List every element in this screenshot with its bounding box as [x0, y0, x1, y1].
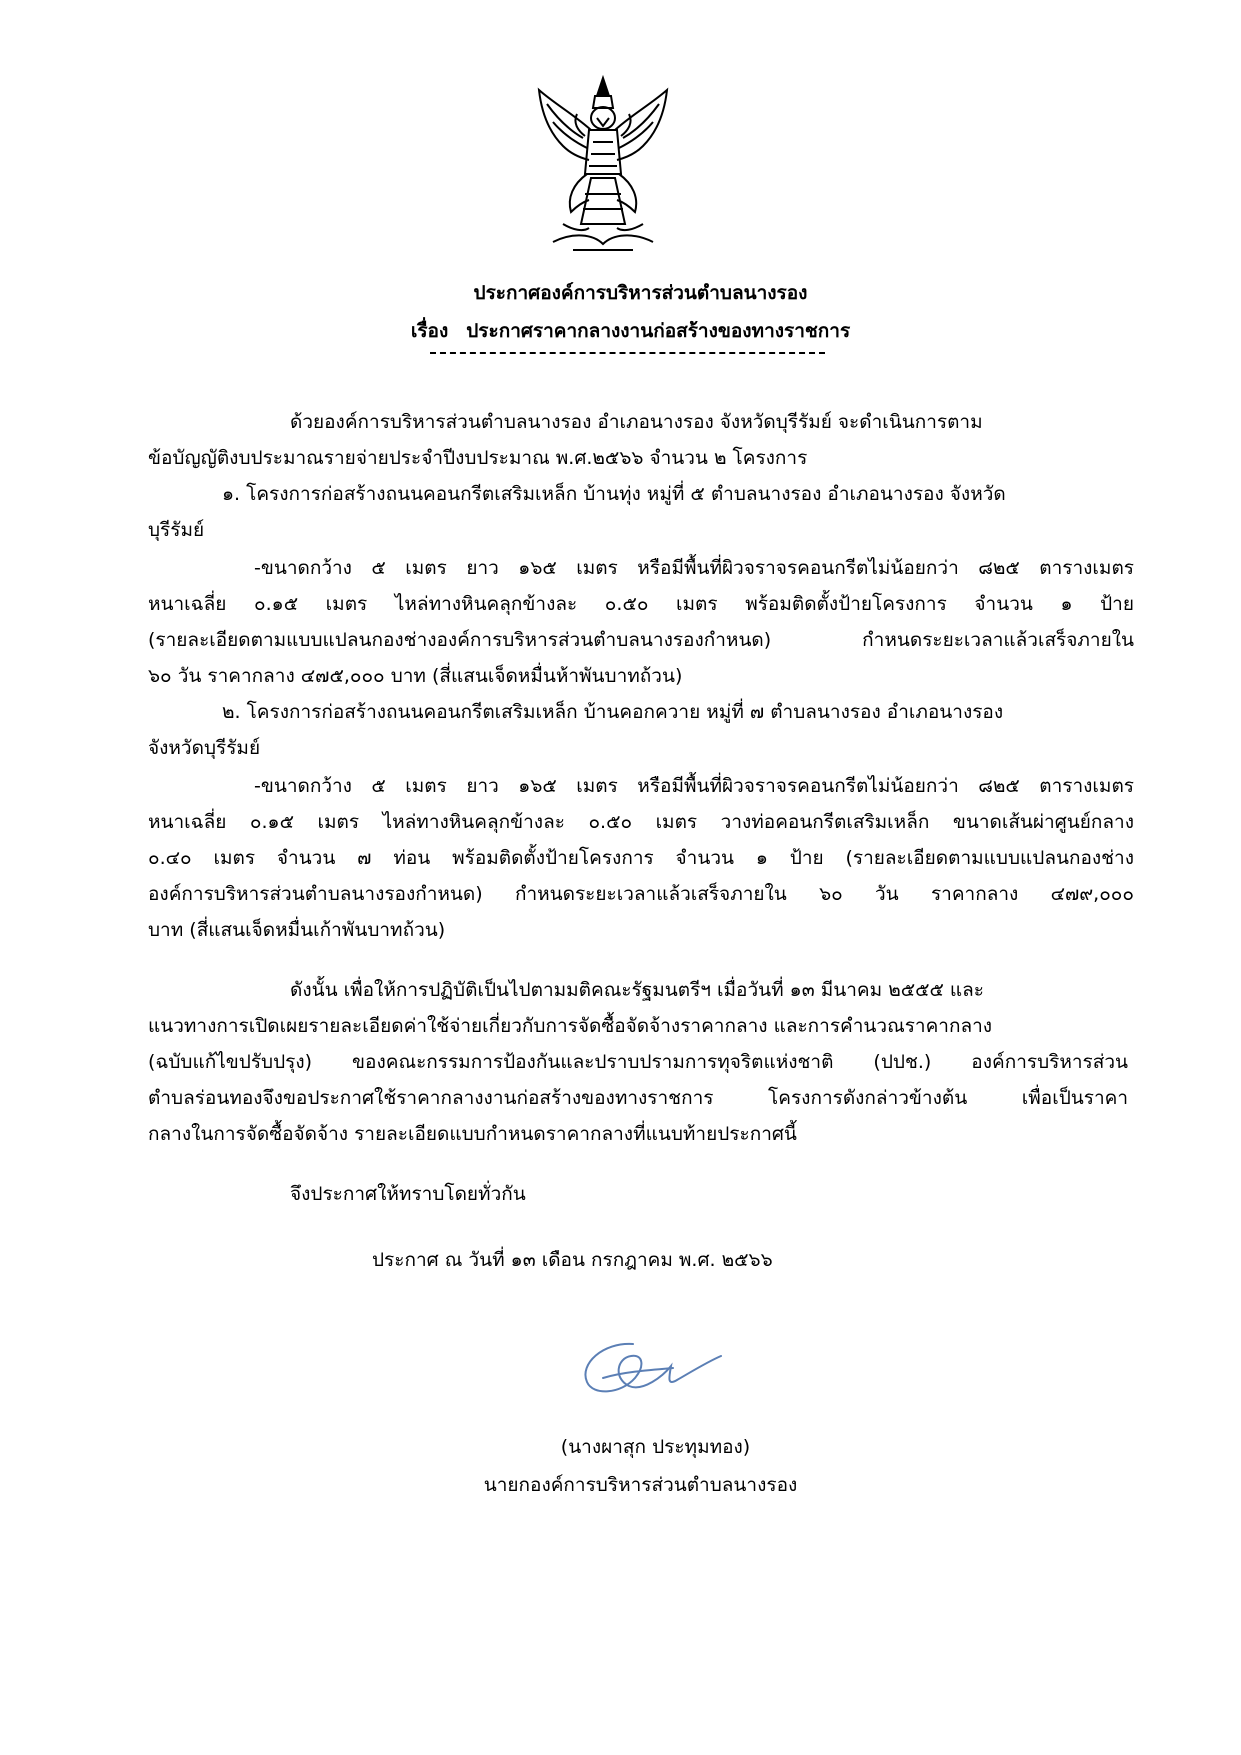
- intro-line-2: ข้อบัญญัติงบประมาณรายจ่ายประจำปีงบประมาณ พ.ศ.๒๕๖๖ จำนวน ๒ โครงการ: [148, 447, 808, 469]
- project1-line-3: -ขนาดกว้าง ๕ เมตร ยาว ๑๖๕ เมตร หรือมีพื้นที่ผิวจราจรคอนกรีตไม่น้อยกว่า ๘๒๕ ตารางเมตร: [254, 557, 1134, 579]
- project1-line-2: บุรีรัมย์: [148, 519, 205, 541]
- project2-line-7: บาท (สี่แสนเจ็ดหมื่นเก้าพันบาทถ้วน): [148, 919, 446, 941]
- conclusion-line-1: ดังนั้น เพื่อให้การปฏิบัติเป็นไปตามมติคณะรัฐมนตรีฯ เมื่อวันที่ ๑๓ มีนาคม ๒๕๕๕ และ: [290, 979, 985, 1001]
- project2-line-3: -ขนาดกว้าง ๕ เมตร ยาว ๑๖๕ เมตร หรือมีพื้นที่ผิวจราจรคอนกรีตไม่น้อยกว่า ๘๒๕ ตารางเมตร: [254, 775, 1134, 797]
- project2-line-4: หนาเฉลี่ย ๐.๑๕ เมตร ไหล่ทางหินคลุกข้างละ ๐.๕๐ เมตร วางท่อคอนกรีตเสริมเหล็ก ขนาดเส้นผ่าศูนย์กลาง: [148, 811, 1134, 833]
- conclusion-line-5: กลางในการจัดซื้อจัดจ้าง รายละเอียดแบบกำหนดราคากลางที่แนบท้ายประกาศนี้: [148, 1123, 797, 1145]
- project1-line-1: ๑. โครงการก่อสร้างถนนคอนกรีตเสริมเหล็ก บ้านทุ่ง หมู่ที่ ๕ ตำบลนางรอง อำเภอนางรอง จังหวัด: [222, 483, 1006, 505]
- announce-line: จึงประกาศให้ทราบโดยทั่วกัน: [290, 1183, 526, 1205]
- subject-text: ประกาศราคากลางงานก่อสร้างของทางราชการ: [466, 320, 851, 342]
- signer-position: นายกองค์การบริหารส่วนตำบลนางรอง: [483, 1474, 798, 1496]
- document-subject: [0, 316, 1241, 346]
- garuda-emblem-icon: [533, 74, 673, 254]
- signature-icon: [573, 1334, 723, 1404]
- project1-line-5: (รายละเอียดตามแบบแปลนกองช่างองค์การบริหารส่วนตำบลนางรองกำหนด) กำหนดระยะเวลาแล้วเสร็จภายใน: [148, 629, 1134, 651]
- intro-line-1: ด้วยองค์การบริหารส่วนตำบลนางรอง อำเภอนางรอง จังหวัดบุรีรัมย์ จะดำเนินการตาม: [290, 411, 983, 433]
- document-title: ประกาศองค์การบริหารส่วนตำบลนางรอง: [473, 282, 808, 304]
- conclusion-line-4: ตำบลร่อนทองจึงขอประกาศใช้ราคากลางงานก่อสร้างของทางราชการ โครงการดังกล่าวข้างต้น เพื่อเป็นราคา: [148, 1087, 1128, 1109]
- signer-name: (นางผาสุก ประทุมทอง): [560, 1436, 751, 1458]
- project1-line-4: หนาเฉลี่ย ๐.๑๕ เมตร ไหล่ทางหินคลุกข้างละ ๐.๕๐ เมตร พร้อมติดตั้งป้ายโครงการ จำนวน ๑ ป้าย: [148, 593, 1134, 615]
- project2-line-5: ๐.๔๐ เมตร จำนวน ๗ ท่อน พร้อมติดตั้งป้ายโครงการ จำนวน ๑ ป้าย (รายละเอียดตามแบบแปลนกองช่าง: [148, 847, 1134, 869]
- title-divider: [430, 352, 825, 354]
- date-line: ประกาศ ณ วันที่ ๑๓ เดือน กรกฎาคม พ.ศ. ๒๕๖๖: [372, 1249, 773, 1271]
- conclusion-line-3: (ฉบับแก้ไขปรับปรุง) ของคณะกรรมการป้องกันและปราบปรามการทุจริตแห่งชาติ (ปปช.) องค์การบริหารส่วน: [148, 1051, 1128, 1073]
- project2-line-1: ๒. โครงการก่อสร้างถนนคอนกรีตเสริมเหล็ก บ้านคอกควาย หมู่ที่ ๗ ตำบลนางรอง อำเภอนางรอง: [222, 701, 1004, 723]
- project1-line-6: ๖๐ วัน ราคากลาง ๔๗๕,๐๐๐ บาท (สี่แสนเจ็ดหมื่นห้าพันบาทถ้วน): [148, 665, 683, 687]
- conclusion-line-2: แนวทางการเปิดเผยรายละเอียดค่าใช้จ่ายเกี่ยวกับการจัดซื้อจัดจ้างราคากลาง และการคำนวณราคากลาง: [148, 1015, 993, 1037]
- project2-line-2: จังหวัดบุรีรัมย์: [148, 737, 261, 759]
- project2-line-6: องค์การบริหารส่วนตำบลนางรองกำหนด) กำหนดระยะเวลาแล้วเสร็จภายใน ๖๐ วัน ราคากลาง ๔๗๙,๐๐๐: [148, 883, 1134, 905]
- subject-label: เรื่อง: [410, 320, 449, 342]
